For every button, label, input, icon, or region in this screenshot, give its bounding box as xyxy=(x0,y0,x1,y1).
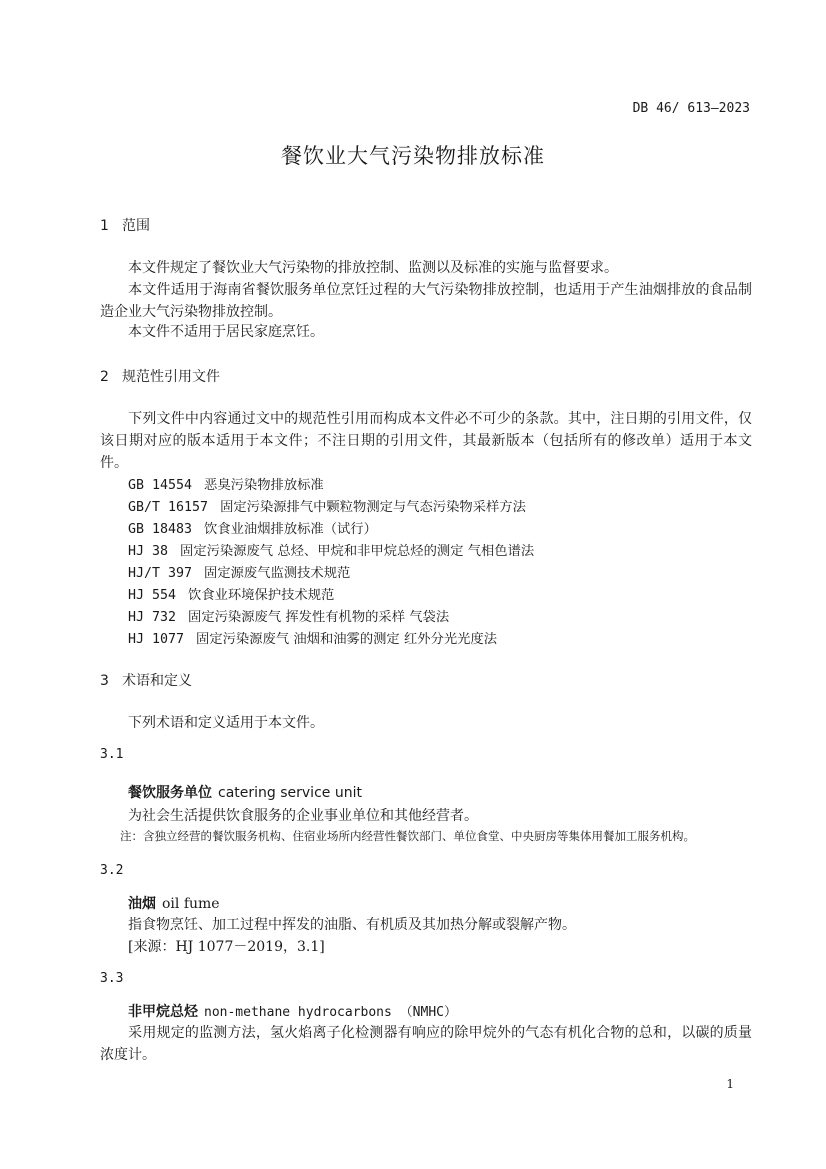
term-source: [来源：HJ 1077－2019，3.1] xyxy=(128,939,325,955)
term-definition: 指食物烹饪、加工过程中挥发的油脂、有机质及其加热分解或裂解产物。 xyxy=(128,917,576,933)
term-note: 注：含独立经营的餐饮服务机构、住宿业场所内经营性餐饮部门、单位食堂、中央厨房等集体用餐加工服务机构。 xyxy=(120,829,695,843)
paragraph: 本文件规定了餐饮业大气污染物的排放控制、监测以及标准的实施与监督要求。 xyxy=(128,260,618,276)
section-heading-scope xyxy=(100,215,150,235)
term-number: 3.2 xyxy=(100,863,124,878)
term-english: non-methane hydrocarbons （NMHC） xyxy=(204,1005,457,1020)
section-heading-terms xyxy=(100,670,192,690)
section-title: 范围 xyxy=(122,218,150,234)
reference-item: GB/T 16157 固定污染源排气中颗粒物测定与气态污染物采样方法 xyxy=(128,500,526,515)
reference-item: GB 18483 饮食业油烟排放标准（试行） xyxy=(128,522,377,537)
section-title: 规范性引用文件 xyxy=(122,369,220,385)
paragraph: 下列文件中内容通过文中的规范性引用而构成本文件必不可少的条款。其中，注日期的引用文件，仅该日期对应的版本适用于本文件；不注日期的引用文件，其最新版本（包括所有的修改单）适用于本文件。 xyxy=(100,411,752,471)
section-number: 3 xyxy=(100,673,109,689)
paragraph: 本文件不适用于居民家庭烹饪。 xyxy=(128,324,324,340)
page-number: 1 xyxy=(726,1077,734,1091)
term-chinese: 油烟 xyxy=(128,896,156,912)
term-entry xyxy=(128,1001,457,1021)
section-title: 术语和定义 xyxy=(122,673,192,689)
section-heading-normative-references xyxy=(100,366,220,386)
document-title: 餐饮业大气污染物排放标准 xyxy=(281,144,545,168)
section-number: 1 xyxy=(100,218,109,234)
reference-item: HJ 1077 固定污染源废气 油烟和油雾的测定 红外分光光度法 xyxy=(128,632,498,647)
section-number: 2 xyxy=(100,369,109,385)
reference-item: HJ 38 固定污染源废气 总烃、甲烷和非甲烷总烃的测定 气相色谱法 xyxy=(128,544,535,559)
term-english: oil fume xyxy=(162,896,220,912)
reference-item: HJ/T 397 固定源废气监测技术规范 xyxy=(128,566,351,581)
term-definition: 为社会生活提供饮食服务的企业事业单位和其他经营者。 xyxy=(128,808,478,824)
reference-item: HJ 732 固定污染源废气 挥发性有机物的采样 气袋法 xyxy=(128,610,450,625)
term-entry xyxy=(128,782,362,802)
document-number: DB 46/ 613—2023 xyxy=(632,101,750,116)
paragraph: 本文件适用于海南省餐饮服务单位烹饪过程的大气污染物排放控制，也适用于产生油烟排放的食品制造企业大气污染物排放控制。 xyxy=(100,282,752,320)
paragraph: 下列术语和定义适用于本文件。 xyxy=(128,715,324,731)
term-chinese: 餐饮服务单位 xyxy=(128,785,212,801)
term-number: 3.3 xyxy=(100,971,124,986)
reference-item: HJ 554 饮食业环境保护技术规范 xyxy=(128,588,335,603)
term-number: 3.1 xyxy=(100,747,124,762)
reference-item: GB 14554 恶臭污染物排放标准 xyxy=(128,478,324,493)
term-definition: 采用规定的监测方法，氢火焰离子化检测器有响应的除甲烷外的气态有机化合物的总和，以碳的质量浓度计。 xyxy=(100,1025,752,1063)
term-english: catering service unit xyxy=(218,785,362,801)
term-entry xyxy=(128,893,220,913)
term-chinese: 非甲烷总烃 xyxy=(128,1004,198,1020)
